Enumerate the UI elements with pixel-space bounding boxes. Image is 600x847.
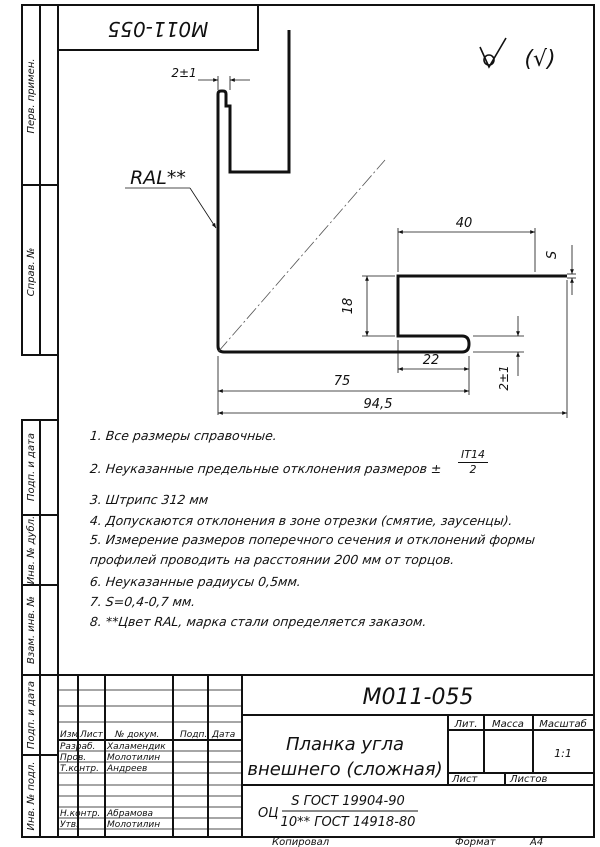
note-4: 4. Допускаются отклонения в зоне отрезки (смятие, заусенцы). <box>89 513 514 528</box>
label-inv-dubl: Инв. № дубл. <box>26 515 37 585</box>
tolerance-denominator: 2 <box>469 463 477 476</box>
dim-len-22: 22 <box>422 353 440 368</box>
tb-material-line2: 10** ГОСТ 14918-80 <box>280 815 416 830</box>
note-3: 3. Штрипс 312 мм <box>89 492 210 507</box>
tb-name-prov: Молотилин <box>107 753 161 763</box>
format-value: А4 <box>530 837 544 847</box>
label-sprav-no: Справ. № <box>26 247 37 297</box>
dim-thickness: S <box>545 250 560 260</box>
label-podp-data-1: Подп. и дата <box>26 432 37 502</box>
note-6: 6. Неуказанные радиусы 0,5мм. <box>89 574 302 589</box>
tb-material-prefix: ОЦ <box>258 806 279 821</box>
tb-role-nkontr: Н.контр. <box>60 809 101 819</box>
note-7: 7. S=0,4-0,7 мм. <box>89 594 197 609</box>
profile-outline <box>218 30 289 172</box>
note-5: 5. Измерение размеров поперечного сечения и отклонений формы <box>89 532 536 547</box>
roughness-symbol <box>480 38 556 72</box>
tb-scale-label: Масштаб <box>539 719 587 730</box>
dim-top-gap: 2±1 <box>171 66 197 80</box>
tb-role-razrab: Разраб. <box>60 742 96 752</box>
tolerance-numerator: IT14 <box>458 448 488 463</box>
tb-title-line2: внешнего (сложная) <box>247 759 443 780</box>
dim-height-18: 18 <box>341 297 356 315</box>
note-5-cont: профилей проводить на расстоянии 200 мм от торцов. <box>89 552 456 567</box>
profile-body <box>218 108 567 352</box>
tb-sheet-label: Лист <box>452 774 478 785</box>
tb-role-tkontr: Т.контр. <box>60 764 100 774</box>
tb-role-utv: Утв. <box>60 820 79 830</box>
tolerance-fraction <box>458 448 488 477</box>
code-stamp: М011-055 <box>107 17 209 41</box>
note-1: 1. Все размеры справочные. <box>89 428 278 443</box>
note-8: 8. **Цвет RAL, марка стали определяется заказом. <box>89 614 428 629</box>
label-vzam-inv: Взам. инв. № <box>26 596 37 664</box>
tb-col-izm: Изм <box>60 730 79 740</box>
dim-len-94-5: 94,5 <box>363 397 393 412</box>
tb-role-prov: Пров. <box>60 753 87 763</box>
dim-width-40: 40 <box>455 216 473 231</box>
tb-col-list: Лист <box>80 730 103 740</box>
tb-lit-label: Лит. <box>454 719 478 730</box>
format-label: Формат <box>455 837 496 847</box>
tb-name-razrab: Халамендик <box>107 742 166 752</box>
tb-name-nkontr: Абрамова <box>107 809 154 819</box>
note-2-text: 2. Неуказанные предельные отклонения размеров ± <box>89 461 443 476</box>
copied-label: Копировал <box>272 837 330 847</box>
tb-col-data: Дата <box>212 730 236 740</box>
tb-name-tkontr: Андреев <box>107 764 148 774</box>
coating-label: RAL** <box>130 167 186 189</box>
label-perv-primen: Перв. примен. <box>26 58 37 134</box>
label-podp-data-2: Подп. и дата <box>26 680 37 750</box>
sheet-frame <box>58 5 594 837</box>
tb-designation: М011-055 <box>362 685 474 710</box>
dim-len-75: 75 <box>333 374 351 389</box>
tb-col-podp: Подп. <box>180 730 208 740</box>
tb-col-doc: № докум. <box>115 730 160 740</box>
tb-mass-label: Масса <box>492 719 524 730</box>
tb-name-utv: Молотилин <box>107 820 161 830</box>
roughness-parenthesized: (√) <box>524 47 556 72</box>
tb-material-line1: S ГОСТ 19904-90 <box>291 794 405 809</box>
note-2 <box>89 461 442 476</box>
tb-sheets-label: Листов <box>510 774 548 785</box>
centerline <box>218 160 385 352</box>
tb-title-line1: Планка угла <box>285 734 405 755</box>
tb-scale-value: 1:1 <box>554 747 572 760</box>
label-inv-podl: Инв. № подл. <box>26 761 37 831</box>
dim-gap-right: 2±1 <box>497 365 511 391</box>
